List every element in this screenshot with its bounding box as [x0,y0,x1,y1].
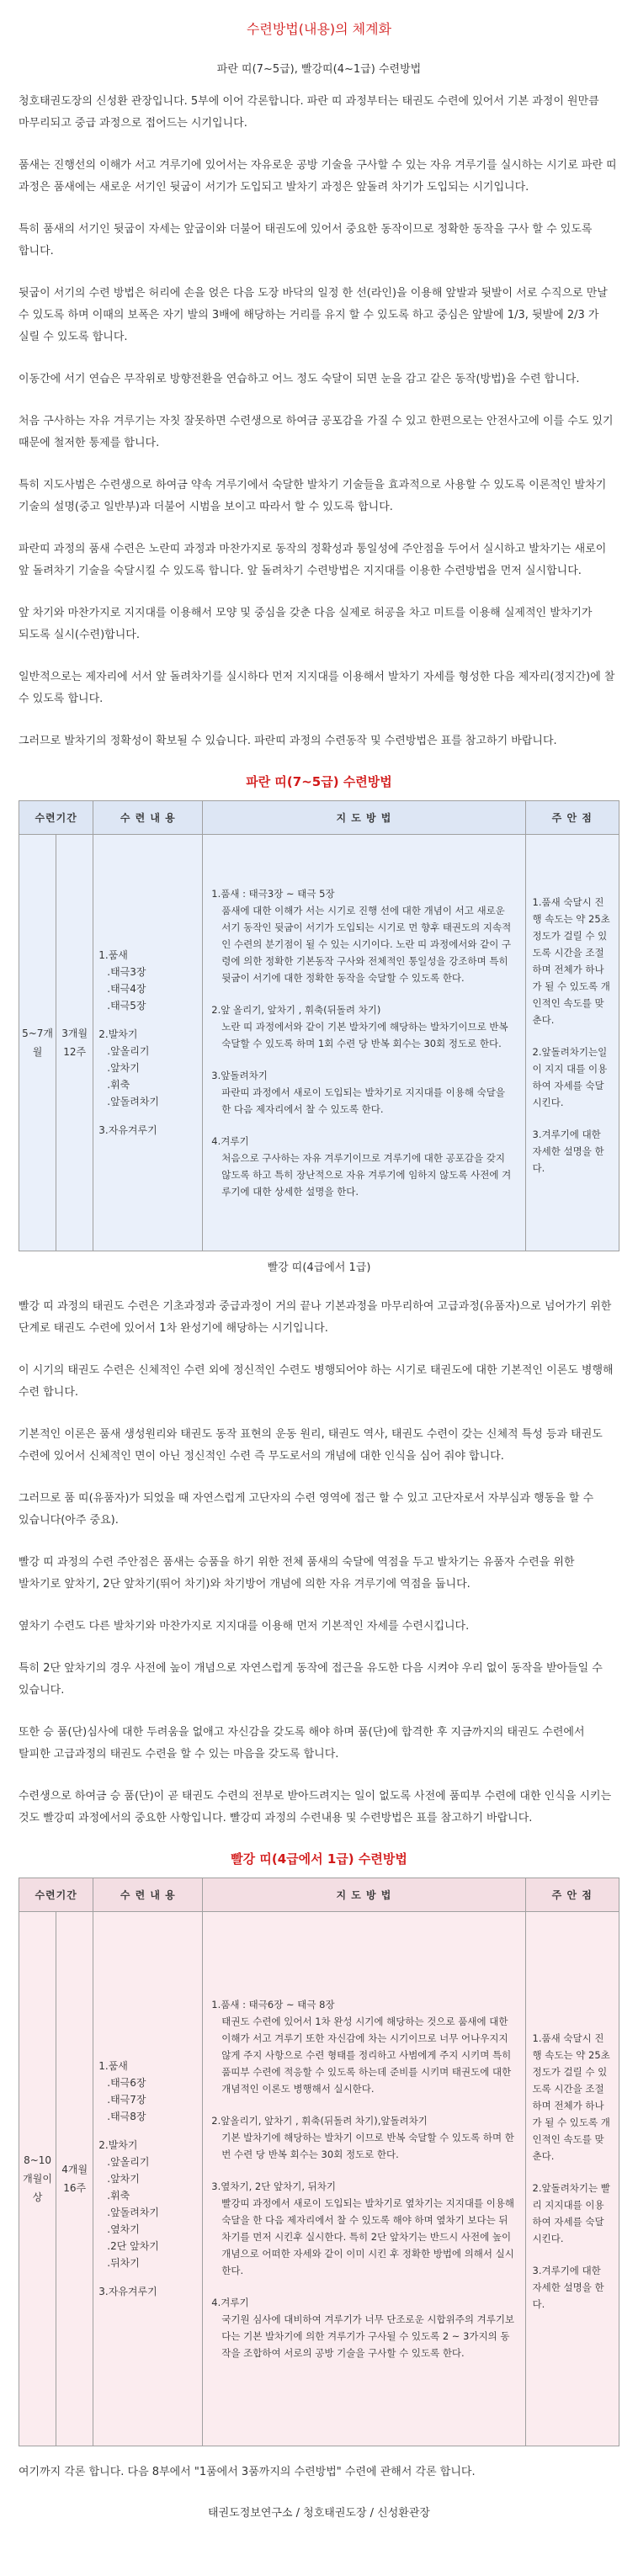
middle-paragraph: 빨강 띠 과정의 태권도 수련은 기초과정과 중급과정이 거의 끝나 기본과정을 마무리하여 고급과정(유품자)으로 넘어가기 위한 단계로 태권도 수련에 있어서 1차 완성기에 해당하는 시기입니다. [19,1300,612,1335]
blue-period-cell [19,835,56,1251]
content-group [98,1122,197,1139]
middle-paragraph: 옆차기 수련도 다른 발차기와 마찬가지로 지지대를 이용해 먼저 기본적인 자세를 수련시킵니다. [19,1620,470,1633]
note-item [533,2262,613,2313]
content-item: .태극4장 [107,983,146,995]
content-group [98,1026,197,1110]
method-item-body: 국기원 심사에 대비하여 겨루기가 너무 단조로운 시합위주의 겨루기보다는 기본 발차기에 의한 겨루기가 구사될 수 있도록 2 ~ 3가지의 동작을 조합하여 서로의 공방 기술을 구사할 수 있도록 한다. [221,2313,515,2359]
method-item [211,1001,516,1052]
content-item: .태극3장 [107,966,146,978]
content-group [98,2283,197,2300]
intro-paragraph: 청호태권도장의 신성환 관장입니다. 5부에 이어 각론합니다. 파란 띠 과정부터는 태권도 수련에 있어서 기본 과정이 원만큼 마무리되고 중급 과정으로 접어드는 시기입니다. [19,95,599,130]
content-item: .태극6장 [107,2077,146,2089]
content-group-title: 1.품새 [98,949,128,961]
intro-paragraph: 파란띠 과정의 품새 수련은 노란띠 과정과 마찬가지로 동작의 정확성과 통일성에 주안점을 두어서 실시하고 발차기는 새로이 앞 돌려차기 기술을 숙달시킬 수 있도록 합니다. 앞 돌려차기 수련방법은 지지대를 이용한 수련방법을 먼저 실시합니다. [19,543,607,577]
middle-paragraph: 수련생으로 하여금 승 품(단)이 곧 태권도 수련의 전부로 받아드려지는 일이 없도록 사전에 품띠부 수련에 대한 인식을 시키는 것도 빨강띠 과정에서의 중요한 사항입니다. 빨강띠 과정의 수련내용 및 수련방법은 표를 참고하기 바랍니다. [19,1790,612,1824]
intro-section [19,91,619,752]
method-item-title: 3.옆차기, 2단 앞차기, 뒤차기 [211,2180,336,2192]
middle-paragraph: 특히 2단 앞차기의 경우 사전에 높이 개념으로 자연스럽게 동작에 접근을 유도한 다음 시켜야 우리 없이 동작을 받아들일 수 있습니다. [19,1662,603,1697]
intro-paragraph: 이동간에 서기 연습은 무작위로 방향전환을 연습하고 어느 정도 숙달이 되면 눈을 감고 같은 동작(방법)을 수련 합니다. [19,373,580,385]
method-item-body: 기본 발차기에 해당하는 발차기 이므로 반복 숙달할 수 있도록 하며 한 번 수련 당 반복 회수는 30회 정도로 한다. [221,2132,514,2160]
method-item-body: 노란 띠 과정에서와 같이 기본 발차기에 해당하는 발차기이므로 반복 숙달할 수 있도록 하며 1회 수련 당 반복 회수는 30회 정도로 한다. [221,1021,508,1049]
note-item-text: 3.겨루기에 대한 자세한 설명을 한다. [532,2265,604,2310]
content-item: .옆차기 [107,2223,140,2235]
content-item: .앞차기 [107,2173,140,2185]
note-item [533,2030,613,2164]
content-item: .휘축 [107,2190,130,2202]
method-item-body: 파란띠 과정에서 새로이 도입되는 발차기로 지지대를 이용해 숙달을 한 다음 제자리에서 찰 수 있도록 한다. [221,1086,505,1115]
middle-paragraph: 빨강 띠 과정의 수련 주안점은 품새는 승품을 하기 위한 전체 품새의 숙달에 역점을 두고 발차기는 유품자 수련을 위한 발차기로 앞차기, 2단 앞차기(뛰어 차기)와 차기방어 개념에 의한 자유 겨루기에 역점을 둡니다. [19,1556,575,1591]
red-period-cell [19,1912,56,2446]
middle-paragraph: 기본적인 이론은 품새 생성원리와 태권도 동작 표현의 운동 원리, 태권도 역사, 태권도 수련이 갖는 신체적 특성 등과 태권도 수련에 있어서 신체적인 면이 아닌 정신적인 수련 즉 무도로서의 개념에 대한 인식을 심어 줘야 합니다. [19,1428,603,1463]
col-notes: 주 안 점 [525,1878,619,1912]
closing-paragraph: 여기까지 각론 합니다. 다음 8부에서 "1품에서 3품까지의 수련방법" 수련에 관해서 각론 합니다. [19,2466,476,2478]
content-item: .앞올리기 [107,1045,150,1057]
intro-paragraph: 특히 품새의 서기인 뒷굽이 자세는 앞굽이와 더불어 태권도에 있어서 중요한 동작이므로 정확한 동작을 구사 할 수 있도록 합니다. [19,223,593,258]
red-duration-cell [56,1912,93,2446]
content-item: .태극8장 [107,2111,146,2122]
intro-paragraph: 뒷굽이 서기의 수련 방법은 허리에 손을 얹은 다음 도장 바닥의 일정 한 선(라인)을 이용해 앞발과 뒷발이 서로 수직으로 만날 수 있도록 하며 이때의 보폭은 자기 발의 3배에 해당하는 거리를 유지 할 수 있도록 하고 중심은 앞발에 1/3, 뒷발에 2/3 가 실릴 수 있도록 합니다. [19,287,608,343]
method-item-title: 4.겨루기 [211,1135,249,1147]
method-item-title: 3.앞돌려차기 [211,1070,268,1081]
col-method: 지 도 방 법 [203,801,525,835]
col-period: 수련기간 [19,1878,93,1912]
method-item-title: 1.품새 : 태극3장 ~ 태극 5장 [211,888,335,900]
method-item-body: 품새에 대한 이해가 서는 시기로 진행 선에 대한 개념이 서고 새로운 서기 동작인 뒷굽이 서기가 도입되는 시기로 먼 향후 태권도의 지속적인 수련의 분기점이 될 수 있는 시기이다. 노란 띠 과정에서와 같이 구령에 의한 정확한 기본동작 구사와 전체적인 통일성을 강조하며 특히 뒷굽이 서기에 대한 정확한 동작을 숙달할 수 있도록 한다. [221,905,512,984]
method-item-body: 태권도 수련에 있어서 1차 완성 시기에 해당하는 것으로 품새에 대한 이해가 서고 겨루기 또한 자신감에 차는 시기이므로 너무 어나우지지 않게 주지 사항으로 수련 형태를 정리하고 사범에게 주지 시키며 특히 품띠부 수련에 적응할 수 있도록 하는데 준비를 시키며 태권도에 대한 개념적인 이론도 병행해서 실시한다. [221,2016,512,2095]
method-item [211,1067,516,1118]
content-item: .2단 앞차기 [107,2240,159,2252]
method-item [211,1133,516,1200]
intro-paragraph: 앞 차기와 마찬가지로 지지대를 이용해서 모양 및 중심을 갖춘 다음 실제로 허공을 차고 미트를 이용해 실제적인 발차기가 되도록 실시(수련)합니다. [19,607,593,641]
note-item [533,894,613,1028]
blue-period: 5~7개월 [22,1028,54,1058]
col-notes: 주 안 점 [525,801,619,835]
col-content: 수 련 내 용 [93,801,203,835]
blue-method-list [203,835,525,1251]
method-item [211,885,516,986]
content-group-title: 3.자유겨루기 [98,1124,157,1136]
method-item [211,2178,516,2279]
content-item: .휘축 [107,1079,130,1091]
article-title: 수련방법(내용)의 체계화 [246,21,392,37]
red-notes-list [525,1912,619,2446]
col-period: 수련기간 [19,801,93,835]
content-item: .앞올리기 [107,2156,150,2168]
method-item-body: 빨강띠 과정에서 새로이 도입되는 발차기로 옆차기는 지지대를 이용해 숙달을 한 다음 제자리에서 찰 수 있도록 해야 하며 옆차기 보다는 뒤차기를 먼저 시킨후 실시한다. 특히 2단 앞차기는 반드시 사전에 높이 개념으로 어떠한 자세와 같이 이미 시킨 후 정확한 방법에 의해서 실시한다. [221,2197,515,2276]
content-group-title: 1.품새 [98,2060,128,2072]
middle-paragraph: 또한 승 품(단)심사에 대한 두려움을 없애고 자신감을 갖도록 해야 하며 품(단)에 합격한 후 지금까지의 태권도 수련에서 탈피한 고급과정의 태권도 수련을 할 수 있는 마음을 갖도록 합니다. [19,1726,585,1761]
intro-paragraph: 처음 구사하는 자유 겨루기는 자칫 잘못하면 수련생으로 하여금 공포감을 가질 수 있고 한편으로는 안전사고에 이를 수도 있기 때문에 철저한 통제를 합니다. [19,415,614,449]
content-item: .앞돌려차기 [107,2207,160,2218]
note-item-text: 3.겨루기에 대한 자세한 설명을 한다. [532,1129,604,1174]
blue-content-list [93,835,203,1251]
article-subtitle: 파란 띠(7~5급), 빨강띠(4~1급) 수련방법 [216,63,422,76]
method-item [211,2294,516,2361]
content-group-title: 3.자유겨루기 [98,2286,157,2297]
method-item-title: 2.앞 올리기, 앞차기 , 휘축(뒤돌려 차기) [211,1004,381,1016]
middle-paragraph: 그러므로 품 띠(유품자)가 되었을 때 자연스럽게 고단자의 수련 영역에 접근 할 수 있고 고단자로서 자부심과 행동을 할 수 있습니다(아주 중요). [19,1492,594,1527]
content-group [98,2137,197,2271]
middle-paragraph: 이 시기의 태권도 수련은 신체적인 수련 외에 정신적인 수련도 병행되어야 하는 시기로 태권도에 대한 기본적인 이론도 병행해 수련 합니다. [19,1364,614,1399]
content-item: .뒤차기 [107,2257,140,2269]
note-item [533,1044,613,1111]
middle-section [19,1296,619,1830]
content-group-title: 2.발차기 [98,1028,138,1040]
content-item: .앞차기 [107,1062,140,1074]
method-item [211,1996,516,2097]
blue-notes-list [525,835,619,1251]
content-group [98,2058,197,2125]
content-group [98,947,197,1014]
intro-paragraph: 품새는 진행선의 이해가 서고 겨루기에 있어서는 자유로운 공방 기술을 구사할 수 있는 자유 겨루기를 실시하는 시기로 파란 띠 과정은 품새에는 새로운 서기인 뒷굽이 서기가 도입되고 발차기 과정은 앞돌려 차기가 도입되는 시기입니다. [19,159,617,194]
method-item-title: 2.앞올리기, 앞차기 , 휘축(뒤돌려 차기),앞돌려차기 [211,2115,428,2127]
note-item-text: 2.앞돌려차기는일이 지지 대를 이용하여 자세를 숙달시킨다. [532,1046,608,1108]
col-content: 수 련 내 용 [93,1878,203,1912]
red-duration: 4개월 16주 [61,2164,88,2194]
content-item: .태극5장 [107,1000,146,1012]
note-item-text: 2.앞돌려차기는 빨리 지지대를 이용하여 자세를 숙달시킨다. [532,2182,610,2244]
blue-duration-cell [56,835,93,1251]
method-item-title: 4.겨루기 [211,2297,249,2308]
red-method-list [203,1912,525,2446]
red-belt-caption: 빨강 띠(4급에서 1급) [267,1261,371,1274]
content-item: .태극7장 [107,2094,146,2106]
intro-paragraph: 그러므로 발차기의 정확성이 확보될 수 있습니다. 파란띠 과정의 수련동작 및 수련방법은 표를 참고하기 바랍니다. [19,735,557,747]
red-period: 8~10개월이상 [23,2154,52,2203]
red-belt-table [19,1878,619,2446]
blue-belt-section-title: 파란 띠(7~5급) 수련방법 [246,774,392,789]
content-group-title: 2.발차기 [98,2139,138,2151]
red-belt-section-title: 빨강 띠(4급에서 1급) 수련방법 [231,1851,407,1867]
method-item-title: 1.품새 : 태극6장 ~ 태극 8장 [211,1999,335,2010]
blue-duration: 3개월 12주 [61,1028,88,1058]
red-content-list [93,1912,203,2446]
col-method: 지 도 방 법 [203,1878,525,1912]
blue-belt-table [19,800,619,1251]
note-item [533,1126,613,1176]
intro-paragraph: 일반적으로는 제자리에 서서 앞 돌려차기를 실시하다 먼저 지지대를 이용해서 발차기 자세를 형성한 다음 제자리(정지간)에 찰 수 있도록 합니다. [19,671,615,705]
footer-credit: 태권도정보연구소 / 청호태권도장 / 신성환관장 [208,2507,430,2520]
method-item [211,2112,516,2163]
content-item: .앞돌려차기 [107,1096,160,1107]
intro-paragraph: 특히 지도사범은 수련생으로 하여금 약속 겨루기에서 숙달한 발차기 기술들을 효과적으로 사용할 수 있도록 이론적인 발차기 기술의 설명(중고 일반부)과 더불어 시범을 보이고 따라서 할 수 있도록 합니다. [19,479,607,513]
method-item-body: 처음으로 구사하는 자유 겨루기이므로 겨루기에 대한 공포감을 갖지 않도록 하고 특히 장난적으로 자유 겨루기에 임하지 않도록 사전에 겨루기에 대한 상세한 설명을 한다. [221,1152,512,1198]
note-item [533,2180,613,2247]
note-item-text: 1.품새 숙달시 진행 속도는 약 25초 정도가 걸릴 수 있도록 시간을 조절하며 전체가 하나가 될 수 있도록 개인적인 속도를 맞춘다. [532,2032,610,2162]
note-item-text: 1.품새 숙달시 진행 속도는 약 25초 정도가 걸릴 수 있도록 시간을 조절하며 전체가 하나가 될 수 있도록 개인적인 속도를 맞춘다. [532,896,610,1026]
